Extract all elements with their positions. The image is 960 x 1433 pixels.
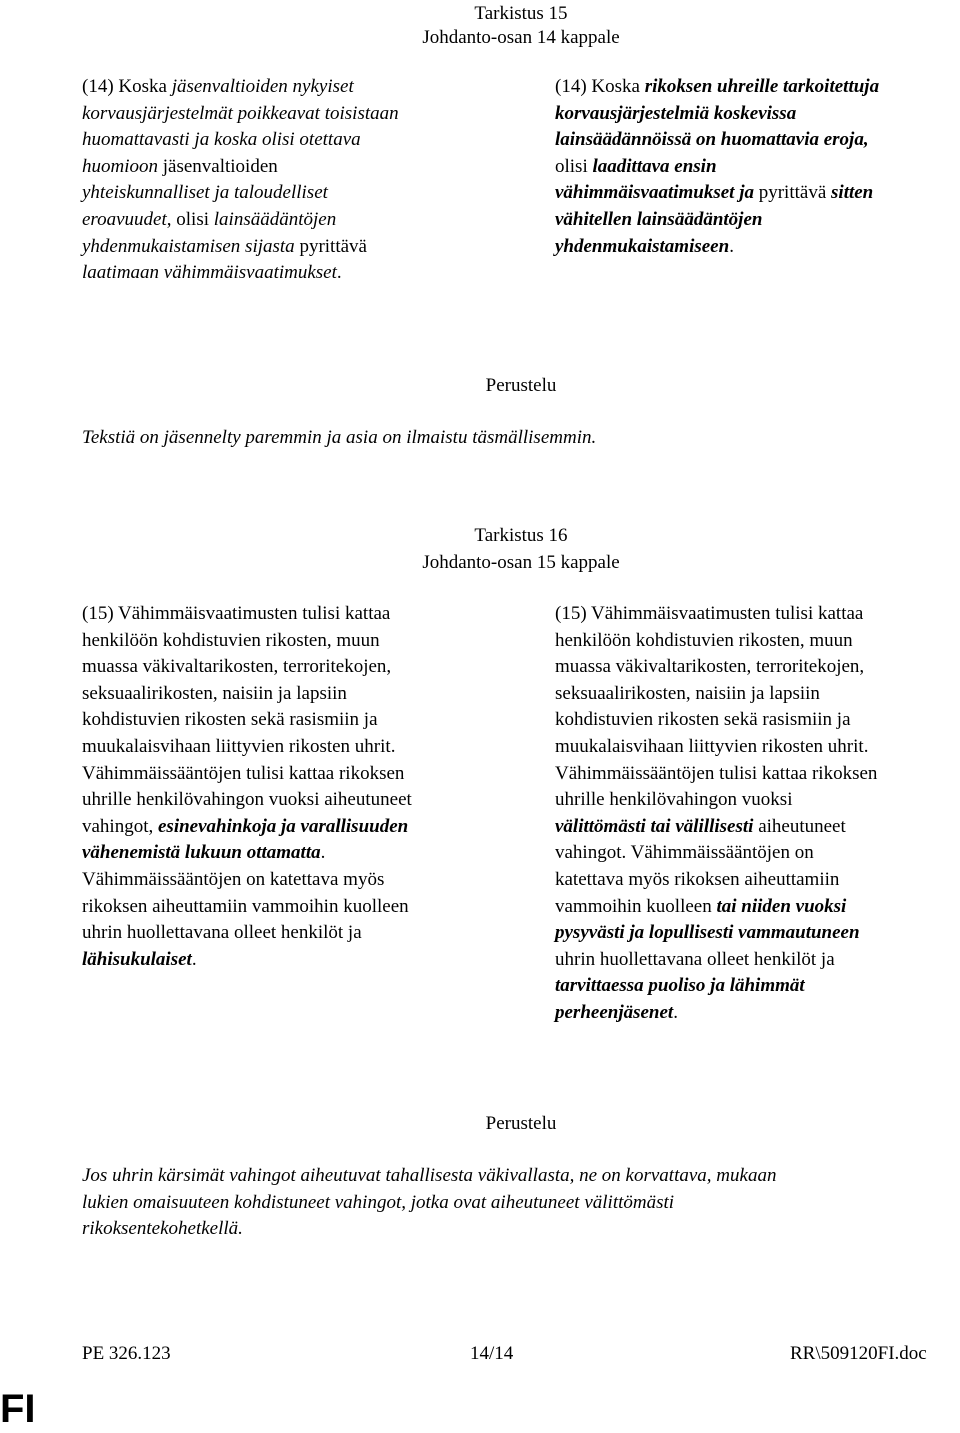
text-run: yhdenmukaistamiseen	[555, 235, 730, 257]
amendment-15-amended-text	[555, 74, 955, 260]
paragraph-line	[82, 894, 482, 921]
text-run: huomioon	[82, 155, 158, 177]
amendment-16-amended-text	[555, 601, 955, 1027]
text-run: tarvittaessa puoliso ja lähimmät	[555, 975, 805, 997]
paragraph-line	[555, 894, 955, 921]
text-run: pysyvästi ja lopullisesti vammautuneen	[555, 922, 860, 944]
text-run: (14) Koska	[555, 76, 645, 97]
text-run: uhrin huollettavana olleet henkilöt ja	[82, 922, 362, 944]
text-run: jäsenvaltioiden	[158, 155, 278, 177]
paragraph-line	[555, 734, 955, 761]
paragraph-line	[82, 681, 482, 708]
text-run: Vähimmäissääntöjen on katettava myös	[82, 868, 385, 890]
amendment-15-justification-text: Tekstiä on jäsennelty paremmin ja asia on ilmaistu täsmällisemmin.	[82, 427, 597, 448]
text-run: rikoksen aiheuttamiin vammoihin kuolleen	[82, 895, 409, 917]
justification-line: Jos uhrin kärsimät vahingot aiheutuvat tahallisesta väkivallasta, ne on korvattava, mukaan	[82, 1165, 777, 1186]
justification-line: rikoksentekohetkellä.	[82, 1218, 243, 1240]
text-run: uhrille henkilövahingon vuoksi	[555, 789, 793, 811]
paragraph-line	[82, 234, 482, 261]
paragraph-line	[82, 707, 482, 734]
paragraph-line	[555, 601, 955, 628]
amendment-16-justification-label: Perustelu	[485, 1113, 557, 1134]
paragraph-line	[555, 1000, 955, 1027]
text-run: (15) Vähimmäisvaatimusten tulisi kattaa	[555, 603, 864, 624]
amendment-16-title: Tarkistus 16	[474, 525, 568, 546]
text-run: Vähimmäissääntöjen tulisi kattaa rikoksen	[82, 762, 405, 784]
paragraph-line	[555, 207, 955, 234]
text-run: yhdenmukaistamisen sijasta	[82, 235, 295, 257]
text-run: esinevahinkoja ja varallisuuden	[158, 815, 409, 837]
paragraph-line	[82, 260, 482, 287]
paragraph-line	[82, 734, 482, 761]
text-run: .	[320, 842, 326, 864]
text-run: sitten	[831, 182, 874, 204]
text-run: laadittava ensin	[592, 155, 717, 177]
text-run: uhrille henkilövahingon vuoksi aiheutuneet	[82, 789, 412, 811]
text-run: korvausjärjestelmiä koskevissa	[555, 102, 797, 124]
text-run: (15) Vähimmäisvaatimusten tulisi kattaa	[82, 603, 391, 624]
text-run: .	[191, 948, 197, 970]
text-run: katettava myös rikoksen aiheuttamiin	[555, 868, 840, 890]
text-run: rikoksen uhreille tarkoitettuja	[644, 76, 880, 97]
paragraph-line	[82, 154, 482, 181]
paragraph-line	[555, 180, 955, 207]
paragraph-line	[555, 681, 955, 708]
paragraph-line	[82, 920, 482, 947]
text-run: perheenjäsenet	[555, 1001, 674, 1023]
justification-line: lukien omaisuuteen kohdistuneet vahingot, jotka ovat aiheutuneet välittömästi	[82, 1191, 675, 1213]
text-run: vähenemistä lukuun ottamatta	[82, 842, 321, 864]
paragraph-line	[82, 814, 482, 841]
text-run: olisi	[555, 155, 593, 177]
amendment-15-original-text	[82, 74, 482, 287]
amendment-16-original-text	[82, 601, 482, 973]
footer-file-name: RR\509120FI.doc	[790, 1343, 927, 1364]
paragraph-line	[555, 814, 955, 841]
paragraph-line	[82, 787, 482, 814]
text-run: laatimaan vähimmäisvaatimukset	[82, 262, 337, 284]
text-run: korvausjärjestelmät poikkeavat toisistaan	[82, 102, 399, 124]
text-run: eroavuudet	[82, 208, 167, 230]
paragraph-line	[555, 761, 955, 788]
text-run: lainsäädännöissä on huomattavia eroja,	[555, 129, 869, 151]
text-run: lähisukulaiset	[82, 948, 192, 970]
text-run: välittömästi tai välillisesti	[555, 815, 754, 837]
text-run: pyrittävä	[294, 235, 367, 257]
text-run: aiheutuneet	[753, 815, 846, 837]
paragraph-line	[555, 707, 955, 734]
footer-page-number: 14/14	[470, 1343, 514, 1364]
text-run: huomattavasti ja koska olisi otettava	[82, 129, 361, 151]
paragraph-line	[555, 127, 955, 154]
paragraph-line	[82, 654, 482, 681]
paragraph-line	[555, 787, 955, 814]
amendment-15-title: Tarkistus 15	[474, 3, 568, 24]
text-run: uhrin huollettavana olleet henkilöt ja	[555, 948, 835, 970]
text-run: tai niiden vuoksi	[716, 895, 847, 917]
paragraph-line	[82, 180, 482, 207]
text-run: kohdistuvien rikosten sekä rasismiin ja	[555, 709, 851, 731]
text-run: , olisi	[166, 208, 214, 230]
text-run: vahingot. Vähimmäissääntöjen on	[555, 842, 814, 864]
text-run: .	[673, 1001, 678, 1023]
amendment-16-subtitle: Johdanto-osan 15 kappale	[422, 552, 620, 573]
text-run: vähitellen lainsäädäntöjen	[555, 208, 763, 230]
paragraph-line	[555, 654, 955, 681]
text-run: seksuaalirikosten, naisiin ja lapsiin	[555, 682, 820, 704]
text-run: muassa väkivaltarikosten, terroritekojen,	[555, 656, 865, 678]
paragraph-line	[82, 947, 482, 974]
text-run: vammoihin kuolleen	[555, 895, 717, 917]
paragraph-line	[555, 74, 955, 101]
paragraph-line	[82, 601, 482, 628]
amendment-15-justification-label: Perustelu	[485, 375, 557, 396]
text-run: muassa väkivaltarikosten, terroritekojen,	[82, 656, 392, 678]
text-run: pyrittävä	[753, 182, 832, 204]
paragraph-line	[82, 867, 482, 894]
paragraph-line	[555, 920, 955, 947]
paragraph-line	[555, 840, 955, 867]
paragraph-line	[82, 628, 482, 655]
paragraph-line	[82, 74, 482, 101]
text-run: vahingot,	[82, 815, 158, 837]
text-run: (14) Koska	[82, 76, 172, 97]
paragraph-line	[555, 154, 955, 181]
text-run: muukalaisvihaan liittyvien rikosten uhrit.	[82, 735, 396, 757]
amendment-15-subtitle: Johdanto-osan 14 kappale	[422, 27, 620, 48]
text-run: Vähimmäissääntöjen tulisi kattaa rikoksen	[555, 762, 878, 784]
text-run: yhteiskunnalliset ja taloudelliset	[82, 182, 328, 204]
footer-doc-ref: PE 326.123	[82, 1343, 171, 1364]
text-run: lainsäädäntöjen	[213, 208, 337, 230]
text-run: jäsenvaltioiden nykyiset	[171, 76, 354, 97]
footer-language-code: FI	[0, 1387, 36, 1431]
paragraph-line	[555, 973, 955, 1000]
paragraph-line	[555, 867, 955, 894]
text-run: henkilöön kohdistuvien rikosten, muun	[82, 629, 380, 651]
amendment-16-justification-text	[82, 1163, 952, 1243]
paragraph-line	[555, 947, 955, 974]
text-run: seksuaalirikosten, naisiin ja lapsiin	[82, 682, 347, 704]
paragraph-line	[82, 207, 482, 234]
paragraph-line	[82, 101, 482, 128]
text-run: kohdistuvien rikosten sekä rasismiin ja	[82, 709, 378, 731]
paragraph-line	[82, 127, 482, 154]
paragraph-line	[555, 101, 955, 128]
text-run: henkilöön kohdistuvien rikosten, muun	[555, 629, 853, 651]
paragraph-line	[82, 761, 482, 788]
text-run: vähimmäisvaatimukset ja	[555, 182, 754, 204]
paragraph-line	[555, 234, 955, 261]
text-run: muukalaisvihaan liittyvien rikosten uhrit.	[555, 735, 869, 757]
paragraph-line	[82, 840, 482, 867]
text-run: .	[336, 262, 342, 284]
paragraph-line	[555, 628, 955, 655]
text-run: .	[729, 235, 734, 257]
